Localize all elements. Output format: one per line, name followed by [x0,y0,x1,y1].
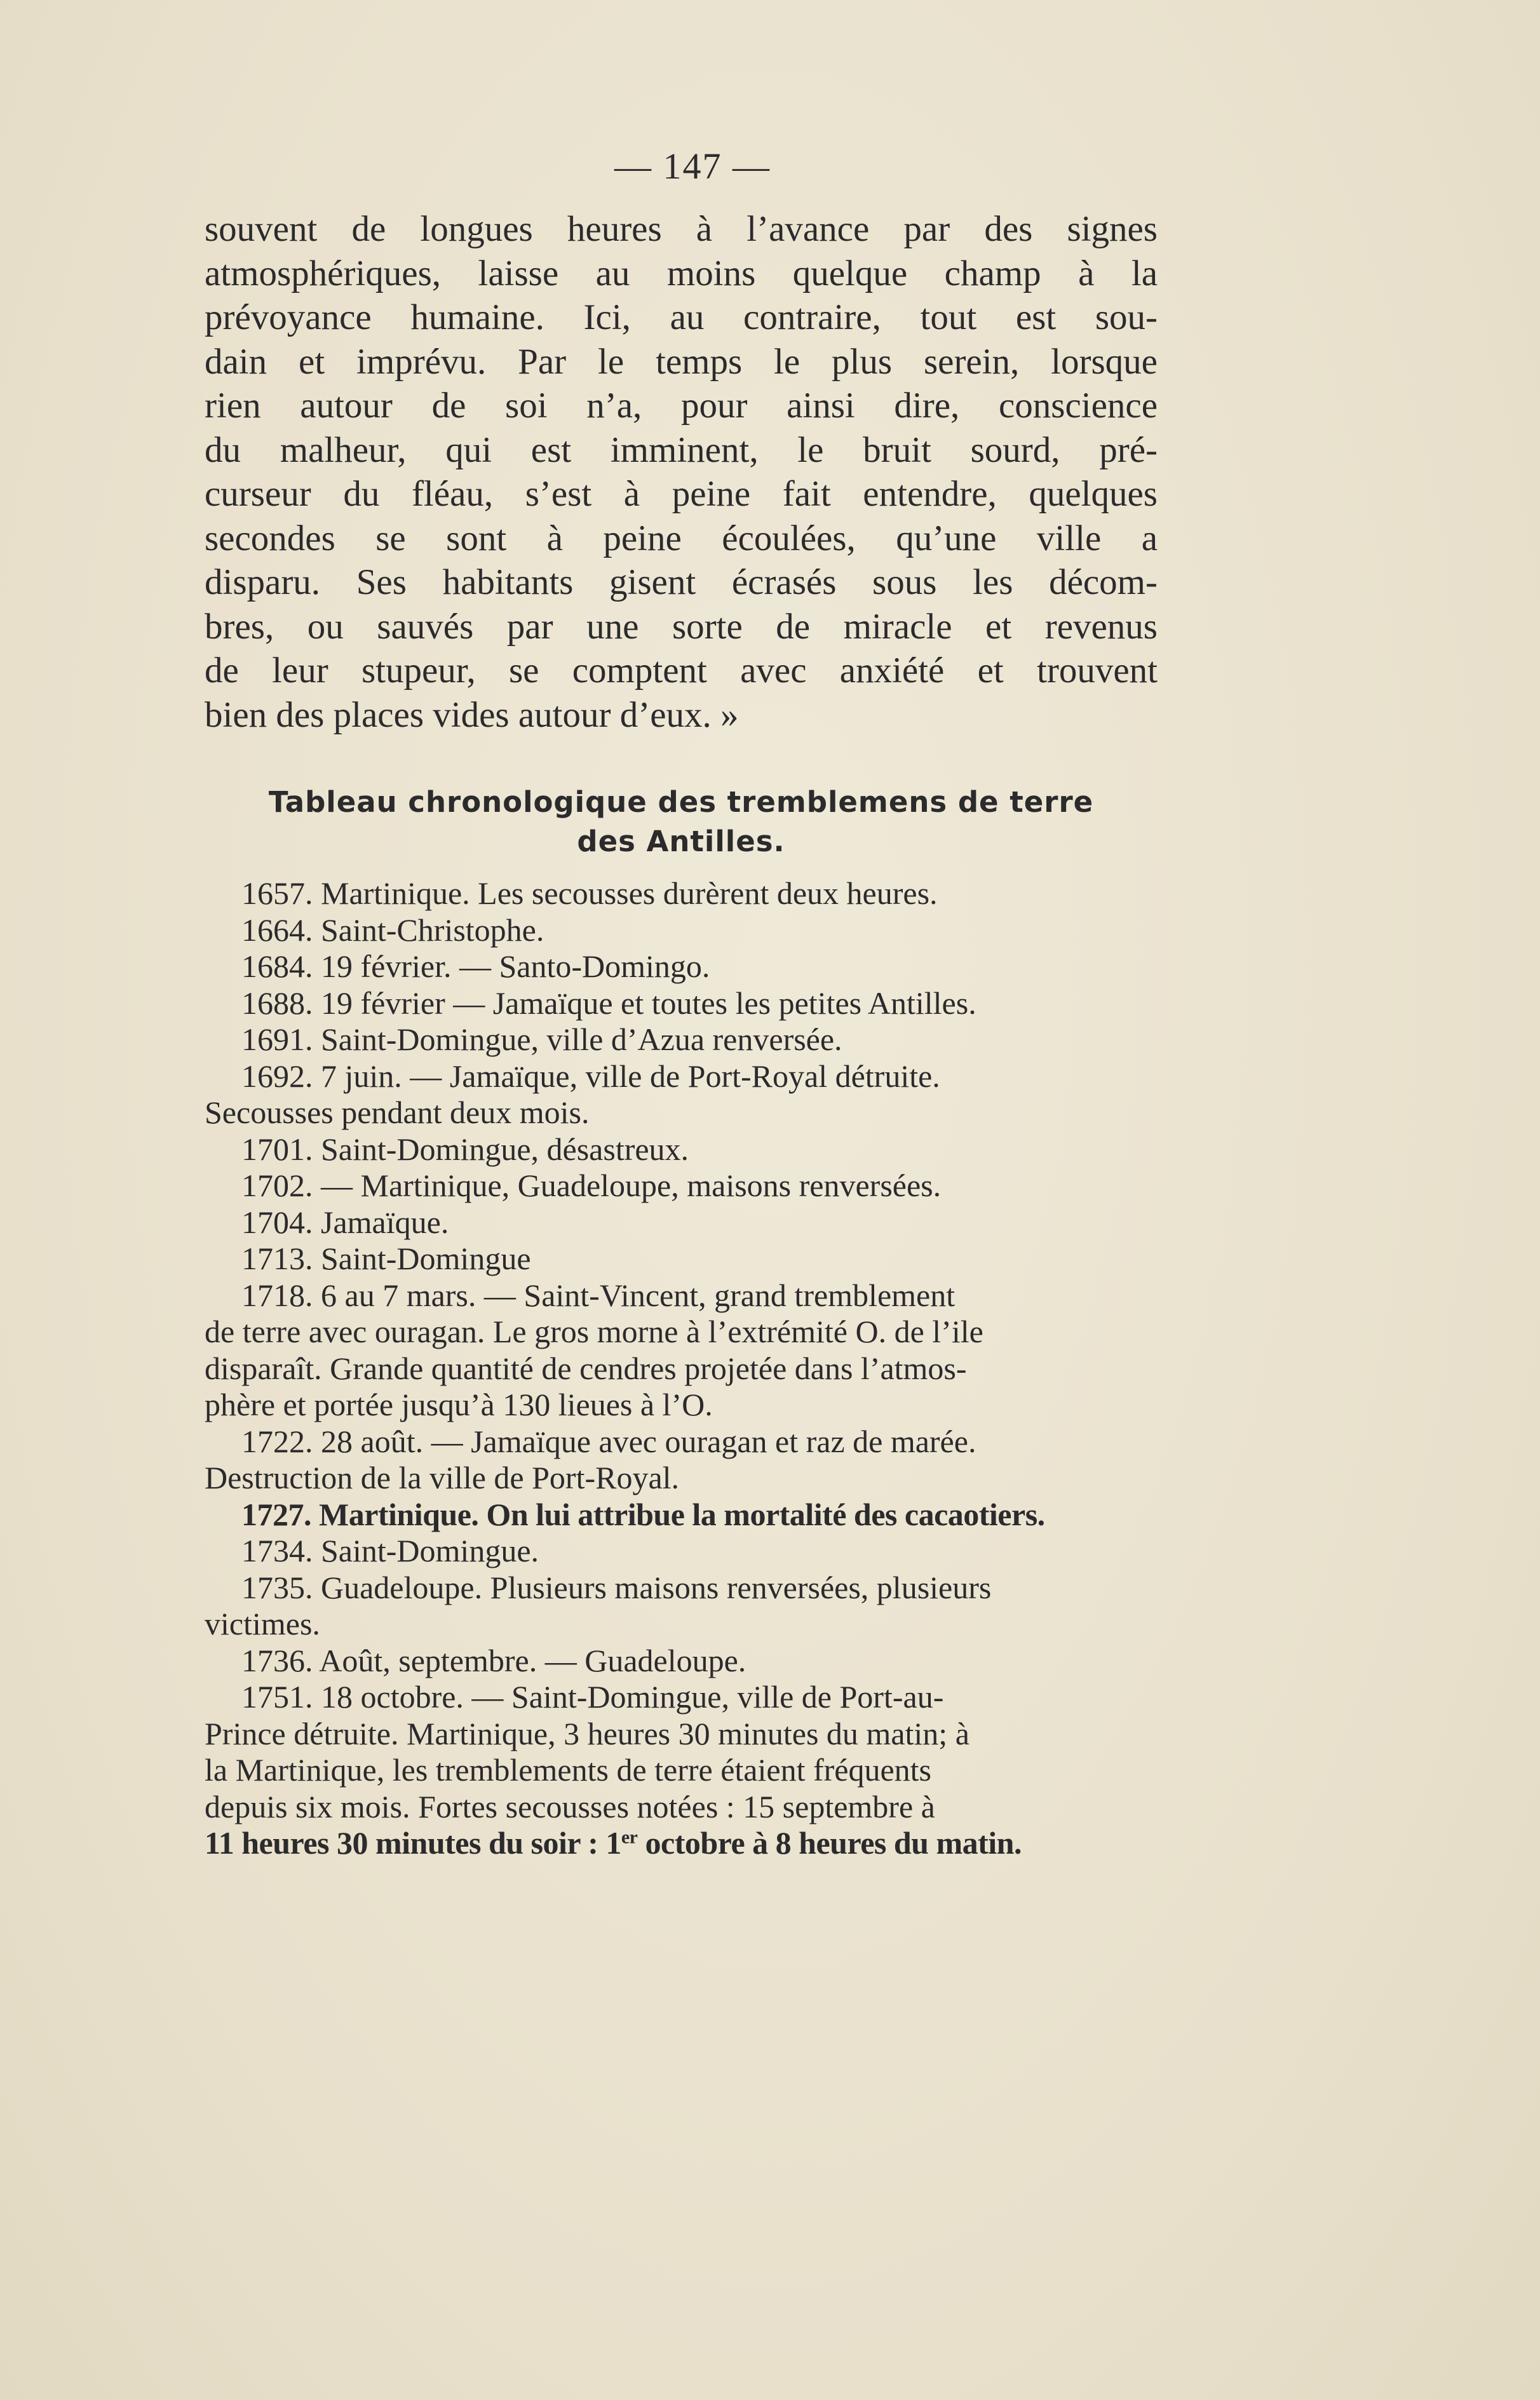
chronology-entry: 1664. Saint-Christophe. [241,912,544,948]
chronology-entry: 1692. 7 juin. — Jamaïque, ville de Port-Royal détruite. [241,1058,940,1094]
chronology-entry-continuation: Destruction de la ville de Port-Royal. [205,1460,680,1495]
table-title-line: des Antilles. [577,825,785,858]
quoted-paragraph [205,207,1158,737]
chronology-entry-continuation: phère et portée jusqu’à 130 lieues à l’O. [205,1387,713,1422]
chronology-entry: 1688. 19 février — Jamaïque et toutes les petites Antilles. [241,985,976,1021]
chronology-entry: 1684. 19 février. — Santo-Domingo. [241,948,710,984]
paragraph-line: prévoyance humaine. Ici, au contraire, tout est sou- [205,297,1158,337]
chronology-entry: 1751. 18 octobre. — Saint-Domingue, ville de Port-au- [241,1679,944,1715]
final-line-text: 11 heures 30 minutes du soir : 1 [205,1825,621,1861]
paragraph-line: dain et imprévu. Par le temps le plus serein, lorsque [205,341,1158,382]
chronology-entry-continuation: Prince détruite. Martinique, 3 heures 30 minutes du matin; à [205,1715,969,1751]
paragraph-line: de leur stupeur, se comptent avec anxiété et trouvent [205,651,1158,691]
chronology-list [205,875,1158,1862]
paragraph-line: secondes se sont à peine écoulées, qu’une ville a [205,518,1158,558]
paragraph-line: du malheur, qui est imminent, le bruit sourd, pré- [205,429,1158,470]
page-number: — 147 — [614,145,771,187]
chronology-entry-continuation: Secousses pendant deux mois. [205,1095,590,1130]
ordinal-superscript: er [621,1826,638,1848]
chronology-entry: 1701. Saint-Domingue, désastreux. [241,1131,689,1167]
chronology-entry-final-line [205,1825,1158,1862]
chronology-entry: 1736. Août, septembre. — Guadeloupe. [241,1642,746,1678]
chronology-entry: 1727. Martinique. On lui attribue la mortalité des cacaotiers. [241,1496,1045,1532]
paragraph-line: bres, ou sauvés par une sorte de miracle et revenus [205,606,1158,647]
chronology-entry: 1722. 28 août. — Jamaïque avec ouragan et raz de marée. [241,1423,976,1459]
paragraph-line: souvent de longues heures à l’avance par des signes [205,209,1158,249]
chronology-entry-continuation: depuis six mois. Fortes secousses notées : 15 septembre à [205,1788,935,1824]
chronology-entry: 1702. — Martinique, Guadeloupe, maisons renversées. [241,1168,942,1203]
final-line-text: octobre à 8 heures du matin. [637,1825,1022,1861]
table-title [205,783,1158,861]
chronology-entry-continuation: de terre avec ouragan. Le gros morne à l’extrémité O. de l’ile [205,1314,983,1349]
chronology-entry: 1713. Saint-Domingue [241,1241,531,1276]
paragraph-line: curseur du fléau, s’est à peine fait entendre, quelques [205,474,1158,514]
chronology-entry: 1718. 6 au 7 mars. — Saint-Vincent, grand tremblement [241,1277,956,1313]
table-title-line: Tableau chronologique des tremblemens de terre [268,785,1094,819]
paragraph-line: rien autour de soi n’a, pour ainsi dire, conscience [205,386,1158,426]
chronology-entry: 1734. Saint-Domingue. [241,1533,539,1568]
chronology-entry-continuation: la Martinique, les tremblements de terre étaient fréquents [205,1752,931,1788]
chronology-entry: 1735. Guadeloupe. Plusieurs maisons renversées, plusieurs [241,1569,992,1605]
chronology-entry: 1704. Jamaïque. [241,1204,449,1240]
chronology-entry: 1657. Martinique. Les secousses durèrent deux heures. [241,875,938,911]
paragraph-line: atmosphériques, laisse au moins quelque champ à la [205,253,1158,293]
paragraph-line: disparu. Ses habitants gisent écrasés sous les décom- [205,562,1158,602]
paragraph-line: bien des places vides autour d’eux. » [205,694,739,735]
chronology-entry-continuation: disparaît. Grande quantité de cendres projetée dans l’atmos- [205,1350,967,1386]
chronology-entry: 1691. Saint-Domingue, ville d’Azua renversée. [241,1021,842,1057]
chronology-entry-continuation: victimes. [205,1606,320,1642]
